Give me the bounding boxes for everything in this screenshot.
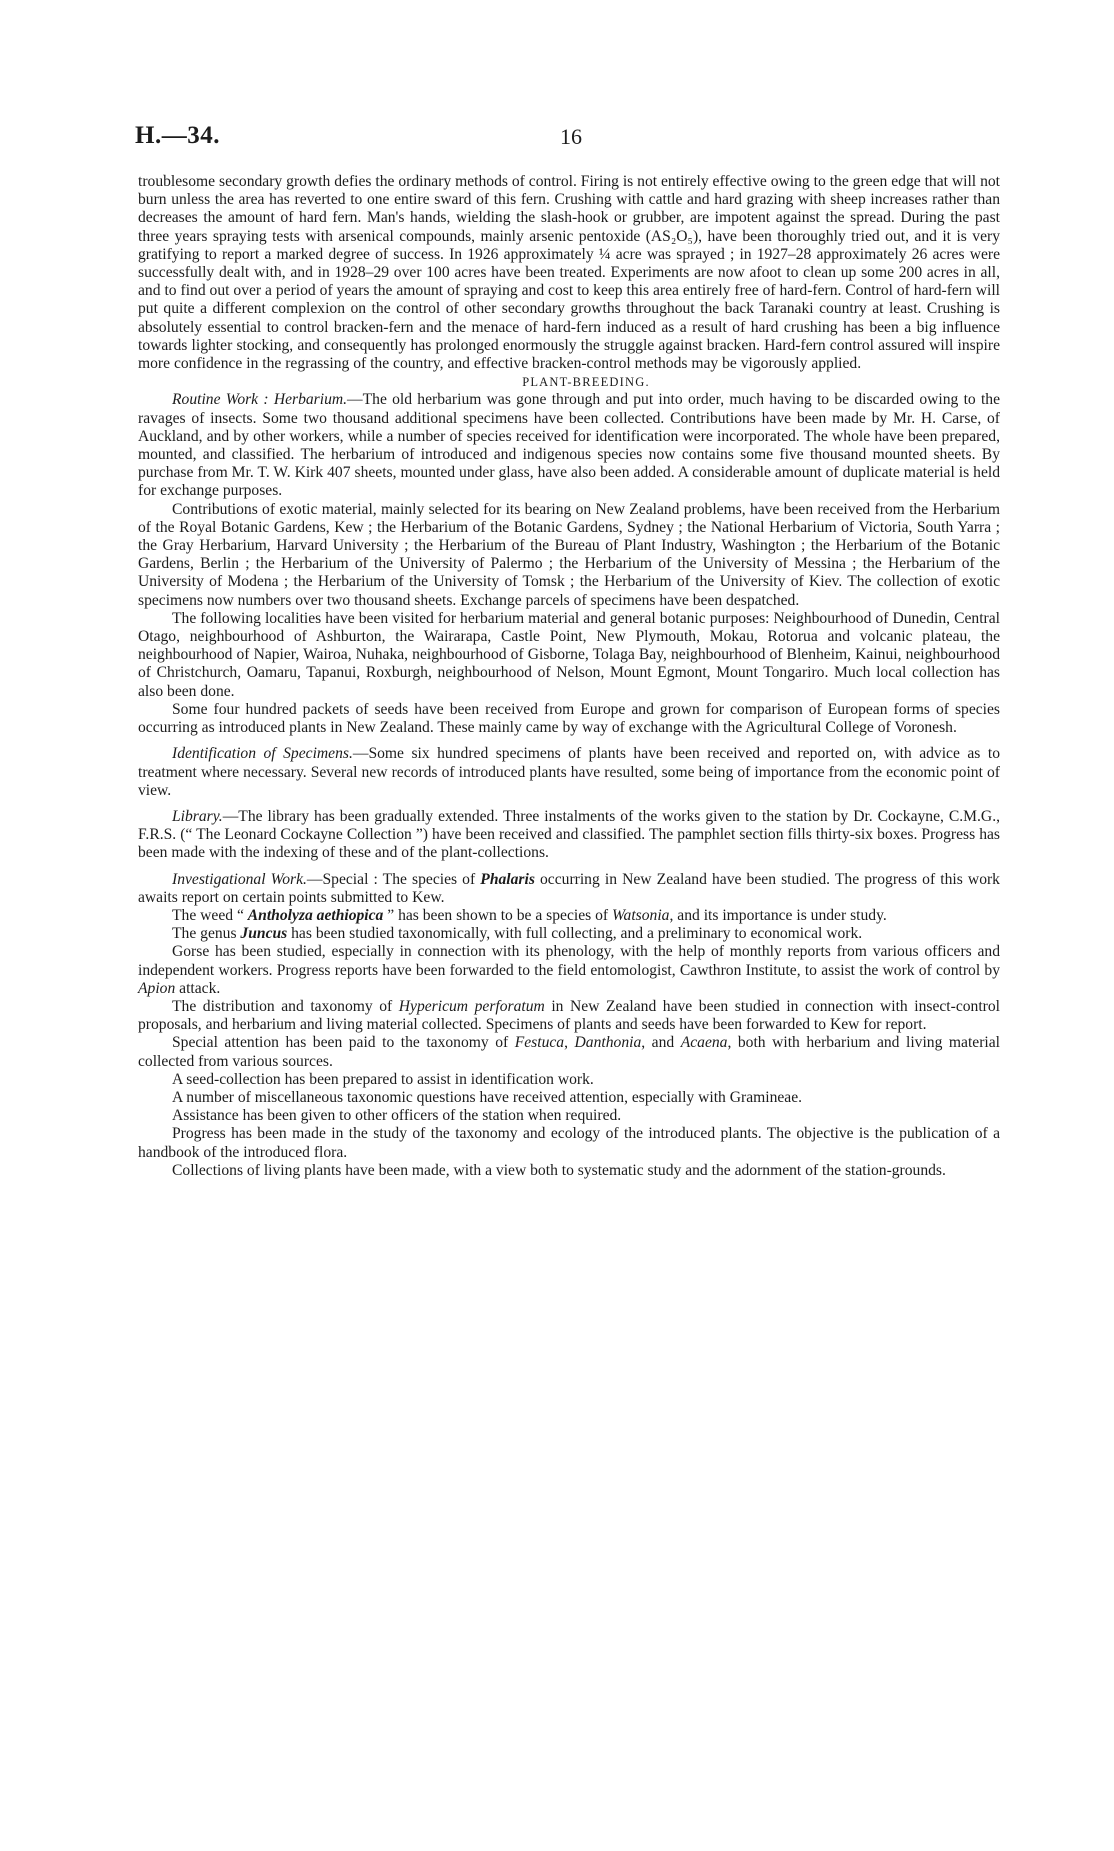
paragraph-taxonomy-attention: [138, 1034, 1000, 1070]
paragraph-text: has been studied taxonomically, with full collecting, and a preliminary to economical work.: [287, 925, 863, 943]
paragraph-text: The genus: [172, 925, 241, 943]
paragraph-text: The distribution and taxonomy of: [172, 997, 399, 1015]
genus-name: Juncus: [240, 925, 288, 943]
paragraph-taxonomic-questions: A number of miscellaneous taxonomic questions have received attention, especially with Gramineae.: [172, 1088, 803, 1106]
section-heading-plant-breeding: PLANT-BREEDING.: [522, 375, 650, 390]
paragraph-antholyza: [138, 907, 1000, 925]
genus-name: Watsonia: [612, 906, 670, 924]
paragraph-gorse: [138, 943, 1000, 998]
label-investigational-work: Investigational Work.: [172, 870, 307, 888]
label-herbarium: Herbarium.: [273, 391, 348, 409]
paragraph-text: —The library has been gradually extended. Three instalments of the works given to the station by Dr. Cockayne, C.M.G., F.R.S. (“ The Leonard Cockayne Collection ”) have been received and classified. The pamphlet section fills thirty-six boxes. Progress has been made with the indexing of these and of the plant-collections.: [138, 807, 1000, 862]
paragraph-seed-collection: A seed-collection has been prepared to assist in identification work.: [172, 1070, 594, 1088]
paragraph-localities-visited: The following localities have been visited for herbarium material and general botanic purposes: Neighbourhood of Dunedin, Central Otago, neighbourhood of Ashburton, the Wairarapa, Castle Point, New Plymouth, Mokau, Rotorua and volcanic plateau, the neighbourhood of Napier, Wairoa, Nuhaka, neighbourhood of Gisborne, Tolaga Bay, neighbourhood of Blenheim, Kainui, neighbourhood of Christchurch, Oamaru, Tapanui, Roxburgh, neighbourhood of Nelson, Mount Egmont, Mount Tongariro. Much local collection has also been done.: [138, 609, 1000, 700]
paragraph-exotic-contributions: Contributions of exotic material, mainly selected for its bearing on New Zealand problems, have been received from the Herbarium of the Royal Botanic Gardens, Kew ; the Herbarium of the Botanic Gardens, Sydney ; the National Herbarium of Victoria, South Yarra ; the Gray Herbarium, Harvard University ; the Herbarium of the Bureau of Plant Industry, Washington ; the Herbarium of the Botanic Gardens, Berlin ; the Herbarium of the University of Palermo ; the Herbarium of the University of Messina ; the Herbarium of the University of Modena ; the Herbarium of the University of Tomsk ; the Herbarium of the University of Kiev. The collection of exotic specimens now numbers over two thousand sheets. Exchange parcels of specimens have been despatched.: [138, 500, 1000, 609]
label-identification: Identification of Specimens.: [172, 745, 353, 763]
paragraph-assistance: Assistance has been given to other officers of the station when required.: [172, 1107, 622, 1125]
paragraph-text: attack.: [175, 979, 221, 997]
page-number: 16: [560, 124, 582, 149]
document-reference: H.—34.: [135, 122, 220, 149]
genus-name: Phalaris: [480, 870, 535, 888]
paragraph-text: ” has been shown to be a species of: [383, 906, 612, 924]
paragraph-text: —The old herbarium was gone through and put into order, much having to be discarded owing to the ravages of insects. Some two thousand additional specimens have been collected. Contributions have been made by Mr. H. Carse, of Auckland, and by other workers, while a number of species received for identification were incorporated. The whole have been prepared, mounted, and classified. The herbarium of introduced and indigenous species now contains some five thousand mounted sheets. By purchase from Mr. T. W. Kirk 407 sheets, mounted under glass, have also been added. A considerable amount of duplicate material is held for exchange purposes.: [138, 391, 1000, 500]
paragraph-text: ,: [564, 1034, 575, 1052]
paragraph-text: Gorse has been studied, especially in connection with its phenology, with the help of monthly reports from various officers and independent workers. Progress reports have been forwarded to the field entomologist, Cawthron Institute, to assist the work of control by: [138, 943, 1000, 979]
paragraph-text: , and its importance is under study.: [669, 906, 887, 924]
paragraph-seed-packets: Some four hundred packets of seeds have been received from Europe and grown for comparison of European forms of species occurring as introduced plants in New Zealand. These mainly came by way of exchange with the Agricultural College of Voronesh.: [138, 700, 1000, 737]
paragraph-text: The weed “: [172, 906, 248, 924]
paragraph-handbook-progress: Progress has been made in the study of the taxonomy and ecology of the introduced plants. The objective is the publication of a handbook of the introduced flora.: [138, 1125, 1000, 1161]
paragraph-hard-fern-control: troublesome secondary growth defies the ordinary methods of control. Firing is not entirely effective owing to the green edge that will not burn unless the area has reverted to one entire sward of this fern. Crushing with cattle and hard grazing with sheep increases rather than decreases the amount of hard fern. Man's hands, wielding the slash-hook or grubber, are impotent against the spread. During the past three years spraying tests with arsenical compounds, mainly arsenic pentoxide (AS₂O₅), have been thoroughly tried out, and it is very gratifying to report a marked degree of success. In 1926 approximately ¼ acre was sprayed ; in 1927–28 approximately 26 acres were successfully dealt with, and in 1928–29 over 100 acres have been treated. Experiments are now afoot to clean up some 200 acres in all, and to find out over a period of years the amount of spraying and cost to keep this area entirely free of hard-fern. Control of hard-fern will put quite a different complexion on the control of other secondary growths throughout the back Taranaki country at least. Crushing is absolutely essential to control bracken-fern and the menace of hard-fern induced as a result of hard crushing has been a big influence towards lighter stocking, and consequently has prolonged enormously the struggle against bracken. Hard-fern control assured will inspire more confidence in the regrassing of the country, and effective bracken-control methods may be vigorously applied.: [138, 173, 1000, 373]
genus-name: Danthonia: [574, 1034, 642, 1052]
paragraph-living-plants: Collections of living plants have been made, with a view both to systematic study and the adornment of the station-grounds.: [172, 1161, 946, 1179]
paragraph-juncus: [138, 925, 1000, 943]
body-text: [138, 173, 1000, 1180]
label-library: Library.: [172, 807, 223, 825]
paragraph-text: occurring in New Zealand have been studied. The progress of this work awaits report on certain points submitted to Kew.: [138, 870, 1000, 906]
paragraph-identification: [138, 745, 1000, 800]
paragraph-text: Special attention has been paid to the taxonomy of: [172, 1034, 515, 1052]
paragraph-text: —Special : The species of: [306, 870, 481, 888]
paragraph-text: —Some six hundred specimens of plants have been received and reported on, with advice as to treatment where necessary. Several new records of introduced plants have resulted, some being of importance from the economic point of view.: [138, 745, 1000, 799]
species-name: Antholyza aethiopica: [247, 906, 384, 924]
species-name: Hypericum perforatum: [398, 997, 545, 1015]
paragraph-text: , both with herbarium and living material collected from various sources.: [138, 1034, 1000, 1070]
page-header: [135, 122, 995, 156]
paragraph-investigational-work: [138, 871, 1000, 907]
genus-name: Acaena: [680, 1034, 728, 1052]
paragraph-hypericum: [138, 998, 1000, 1034]
paragraph-text: in New Zealand have been studied in connection with insect-control proposals, and herbarium and living material collected. Specimens of plants and seeds have been forwarded to Kew for report.: [138, 997, 1001, 1034]
paragraph-library: [138, 808, 1000, 863]
paragraph-text: , and: [641, 1034, 681, 1052]
label-routine-work: Routine Work :: [172, 391, 269, 409]
paragraph-routine-work-herbarium: [138, 391, 1000, 500]
genus-name: Apion: [138, 979, 176, 997]
genus-name: Festuca: [514, 1034, 565, 1052]
